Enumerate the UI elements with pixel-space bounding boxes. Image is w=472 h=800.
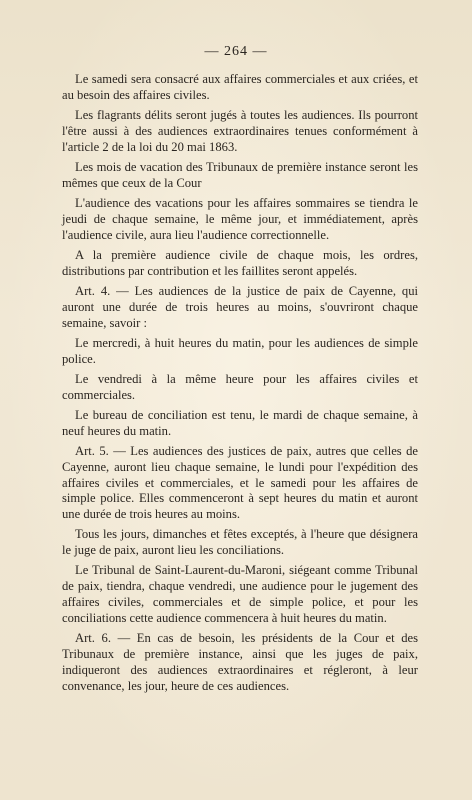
paragraph: L'audience des vacations pour les affaires sommaires se tiendra le jeudi de chaque semaine, le même jour, et immédiatement, après l'audience civile, aura lieu l'audience correctionnelle.	[62, 195, 418, 242]
paragraph: Le samedi sera consacré aux affaires commerciales et aux criées, et au besoin des affaires civiles.	[62, 72, 418, 102]
paragraph: Les flagrants délits seront jugés à toutes les audiences. Ils pourront l'être aussi à des audiences extraordinaires tenues conformément à l'article 2 de la loi du 20 mai 1863.	[62, 108, 418, 154]
paragraph: Le mercredi, à huit heures du matin, pour les audiences de simple police.	[62, 335, 418, 366]
paragraph: Le Tribunal de Saint-Laurent-du-Maroni, siégeant comme Tribunal de paix, tiendra, chaque vendredi, une audience pour le jugement des affaires civiles, commerciales et de simple police, et pour les conciliations cette audience commencera à huit heures du matin.	[62, 563, 418, 626]
paragraph: Tous les jours, dimanches et fêtes exceptés, à l'heure que désignera le juge de paix, auront lieu les conciliations.	[62, 527, 418, 558]
article-6-paragraph: Art. 6. — En cas de besoin, les présidents de la Cour et des Tribunaux de première instance, ainsi que les juges de paix, indiqueront des audiences extraordinaires et régleront, à leur convenance, les jour, heure de ces audiences.	[62, 631, 418, 693]
paragraph: A la première audience civile de chaque mois, les ordres, distributions par contribution et les faillites seront appelés.	[62, 247, 418, 278]
paragraph: Le bureau de conciliation est tenu, le mardi de chaque semaine, à neuf heures du matin.	[62, 407, 418, 438]
page-number: — 264 —	[204, 44, 268, 59]
body-text	[62, 72, 418, 699]
article-5-paragraph: Art. 5. — Les audiences des justices de paix, autres que celles de Cayenne, auront lieu chaque semaine, le lundi pour l'expédition des affaires civiles et commerciales, et le samedi pour les affaires de simple police. Elles commenceront à sept heures du matin et auront une durée de trois heures au moins.	[62, 443, 418, 522]
article-4-paragraph: Art. 4. — Les audiences de la justice de paix de Cayenne, qui auront une durée de trois heures au moins, s'ouvriront chaque semaine, savoir :	[62, 283, 418, 330]
paragraph: Les mois de vacation des Tribunaux de première instance seront les mêmes que ceux de la Cour	[62, 159, 418, 190]
paragraph: Le vendredi à la même heure pour les affaires civiles et commerciales.	[62, 371, 418, 402]
